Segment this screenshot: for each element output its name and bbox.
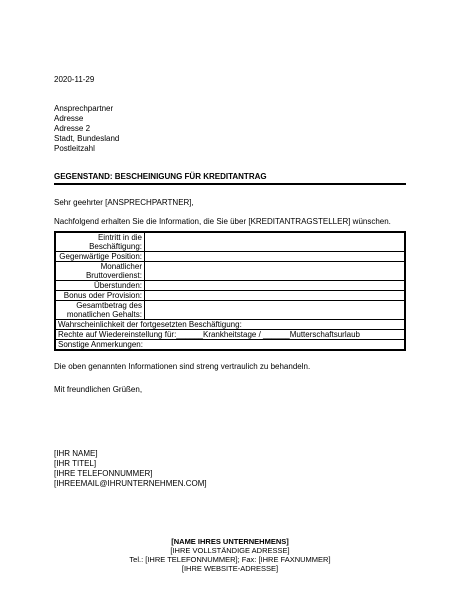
row-value-cell[interactable] <box>145 262 406 281</box>
row-label: Überstunden: <box>55 281 145 291</box>
footer-website: [IHRE WEBSITE-ADRESSE] <box>181 564 279 573</box>
confidentiality-note: Die oben genannten Informationen sind streng vertraulich zu behandeln. <box>54 362 311 371</box>
signature-phone: [IHRE TELEFONNUMMER] <box>54 469 153 478</box>
signature-title: [IHR TITEL] <box>54 459 97 468</box>
closing: Mit freundlichen Grüßen, <box>54 385 143 394</box>
footer-address: [IHRE VOLLSTÄNDIGE ADRESSE] <box>170 546 290 555</box>
employment-info-table <box>54 231 406 351</box>
table-row <box>55 320 405 330</box>
recipient-postal-code: Postleitzahl <box>54 144 95 153</box>
intro-paragraph: Nachfolgend erhalten Sie die Information, die Sie über [KREDITANTRAGSTELLER] wünschen. <box>54 217 391 226</box>
signature-email: [IHREEMAIL@IHRUNTERNEHMEN.COM] <box>54 479 207 488</box>
row-value-cell[interactable] <box>145 232 406 252</box>
table-row <box>55 262 405 281</box>
footer-contact: Tel.: [IHRE TELEFONNUMMER]; Fax: [IHRE FAXNUMMER] <box>129 555 331 564</box>
row-value-cell[interactable] <box>145 252 406 262</box>
row-value-cell[interactable] <box>145 281 406 291</box>
row-label: Bonus oder Provision: <box>55 291 145 301</box>
row-label: Monatlicher Bruttoverdienst: <box>55 262 145 281</box>
signature-name: [IHR NAME] <box>54 449 98 458</box>
table-row <box>55 232 405 252</box>
table-row <box>55 301 405 320</box>
footer-company-name: [NAME IHRES UNTERNEHMENS] <box>171 537 289 546</box>
table-row <box>55 281 405 291</box>
recipient-city-state: Stadt, Bundesland <box>54 134 120 143</box>
recipient-contact: Ansprechpartner <box>54 104 114 113</box>
recipient-address <box>54 104 119 154</box>
table-row <box>55 340 405 351</box>
row-label: Gegenwärtige Position: <box>55 252 145 262</box>
row-value-cell[interactable] <box>145 301 406 320</box>
full-width-row-cell[interactable]: Wahrscheinlichkeit der fortgesetzten Beschäftigung: <box>55 320 405 330</box>
subject-line: GEGENSTAND: BESCHEINIGUNG FÜR KREDITANTRAG <box>54 172 406 185</box>
table-row <box>55 291 405 301</box>
letter-date: 2020-11-29 <box>54 75 95 84</box>
recipient-address-line-2: Adresse 2 <box>54 124 91 133</box>
signature-block <box>54 449 207 489</box>
full-width-row-cell[interactable]: Rechte auf Wiedereinstellung für:______Krankheitstage / ______Mutterschaftsurlaub <box>55 330 405 340</box>
full-width-row-cell[interactable]: Sonstige Anmerkungen: <box>55 340 405 351</box>
row-label: Gesamtbetrag des monatlichen Gehalts: <box>55 301 145 320</box>
recipient-address-line-1: Adresse <box>54 114 84 123</box>
salutation: Sehr geehrter [ANSPRECHPARTNER], <box>54 198 194 207</box>
row-value-cell[interactable] <box>145 291 406 301</box>
company-footer <box>0 537 460 573</box>
row-label: Eintritt in die Beschäftigung: <box>55 232 145 252</box>
table-row <box>55 330 405 340</box>
table-row <box>55 252 405 262</box>
